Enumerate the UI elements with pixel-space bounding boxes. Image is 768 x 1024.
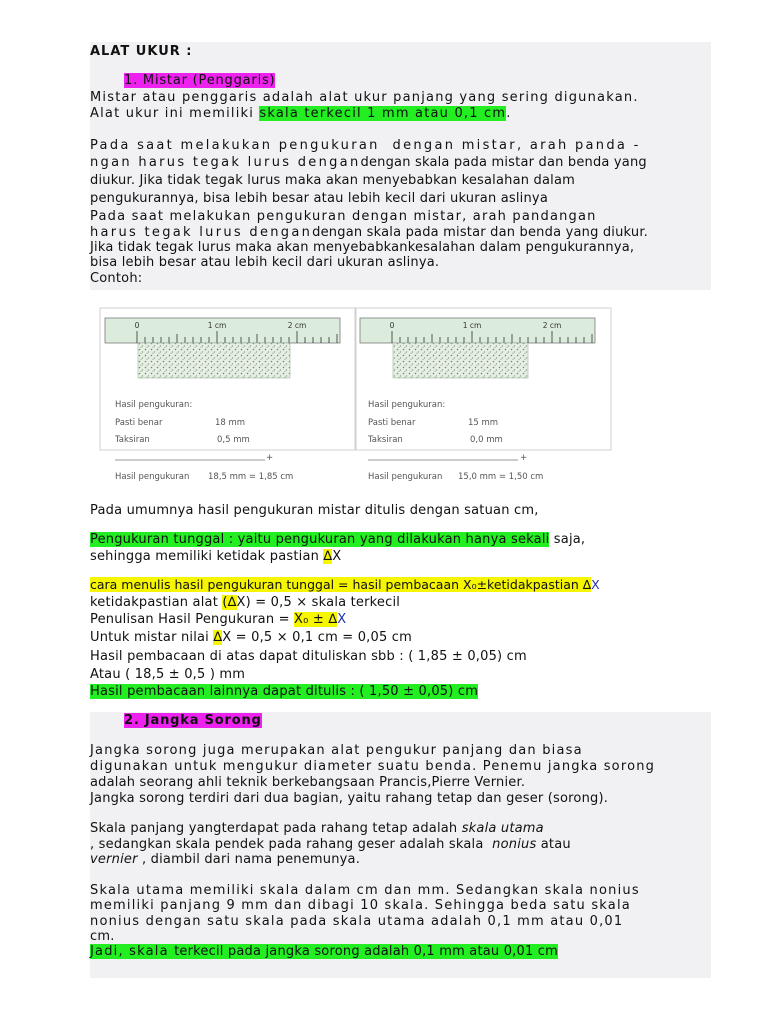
- highlight-pengukuran-tunggal: Pengukuran tunggal : yaitu pengukuran yang dilakukan hanya sekali: [90, 532, 550, 547]
- text-span: Untuk mistar nilai: [90, 630, 214, 645]
- paragraph-line: adalah seorang ahli teknik berkebangsaan Prancis,Pierre Vernier.: [90, 775, 526, 790]
- highlight-skala-terkecil: skala terkecil 1 mm atau 0,1 cm: [259, 106, 507, 121]
- section-heading-jangka-sorong: [124, 713, 262, 729]
- paragraph-line: [90, 630, 412, 646]
- delta-highlight: ∆: [213, 630, 223, 645]
- heading-highlight: 2. Jangka Sorong: [124, 713, 262, 728]
- left-pasti-value: 18 mm: [215, 418, 246, 428]
- section-heading-mistar: [124, 73, 275, 89]
- italic-term: nonius: [492, 837, 537, 852]
- right-ruler: [360, 318, 595, 343]
- text-span: .: [506, 106, 512, 121]
- paragraph-line: Contoh:: [90, 271, 143, 286]
- heading-highlight: 1. Mistar (Penggaris): [124, 73, 276, 88]
- delta-highlight: ∆: [323, 549, 333, 564]
- paragraph-line: [90, 225, 648, 241]
- text-span: X) = 0,5 × skala terkecil: [236, 595, 401, 610]
- text-span: Alat ukur ini memiliki: [90, 106, 260, 121]
- ruler-tick-label: 2 cm: [287, 321, 307, 330]
- right-hasil-label: Hasil pengukuran: [368, 472, 443, 482]
- highlight-cara-menulis: cara menulis hasil pengukuran tunggal = hasil pembacaan X₀±ketidakpastian: [90, 577, 583, 592]
- paragraph-line: Hasil pembacaan di atas dapat dituliskan sbb : ( 1,85 ± 0,05) cm: [90, 649, 527, 664]
- formula-highlight: X₀ ± ∆: [294, 612, 338, 627]
- text-span: saja,: [549, 532, 586, 547]
- paragraph-line: Pada umumnya hasil pengukuran mistar ditulis dengan satuan cm,: [90, 503, 539, 518]
- text-span: X: [332, 549, 342, 564]
- left-ruler: [105, 318, 340, 343]
- ruler-tick-label: 0: [134, 321, 140, 330]
- paragraph-line: Jangka sorong terdiri dari dua bagian, yaitu rahang tetap dan geser (sorong).: [90, 791, 609, 806]
- paragraph-line: [90, 612, 346, 628]
- ruler-tick-label: 2 cm: [542, 321, 562, 330]
- paragraph-line: pengukurannya, bisa lebih besar atau lebih kecil dari ukuran aslinya: [90, 191, 548, 206]
- text-span: ngan harus tegak lurus dengan: [90, 155, 361, 170]
- paragraph-line: memiliki panjang 9 mm dan dibagi 10 skala. Sehingga beda satu skala: [90, 898, 631, 913]
- italic-term: vernier: [90, 852, 138, 867]
- paragraph-line: Pada saat melakukan pengukuran dengan mistar, arah pandangan: [90, 209, 597, 224]
- left-taksiran-label: Taksiran: [115, 435, 150, 445]
- paragraph-line: [90, 821, 544, 837]
- ruler-illustration: [90, 300, 620, 500]
- left-taksiran-value: 0,5 mm: [217, 435, 250, 445]
- paragraph-line: digunakan untuk mengukur diameter suatu benda. Penemu jangka sorong: [90, 759, 656, 774]
- right-pasti-value: 15 mm: [468, 418, 499, 428]
- left-hasil-title: Hasil pengukuran:: [115, 400, 193, 410]
- ruler-tick-label: 1 cm: [462, 321, 482, 330]
- text-span: dengan skala pada mistar dan benda yang diukur.: [312, 225, 649, 240]
- paragraph-line: [90, 549, 341, 565]
- paragraph-line: [90, 595, 400, 611]
- left-hasil-label: Hasil pengukuran: [115, 472, 190, 482]
- paragraph-line: Mistar atau penggaris adalah alat ukur panjang yang sering digunakan.: [90, 90, 639, 105]
- paragraph-line: [90, 684, 478, 700]
- right-hasil-value: 15,0 mm = 1,50 cm: [458, 472, 544, 482]
- delta-highlight: ∆: [582, 577, 592, 592]
- ruler-figure: [90, 300, 620, 500]
- right-taksiran-label: Taksiran: [368, 435, 403, 445]
- right-plus-sign: +: [520, 453, 528, 463]
- right-pasti-label: Pasti benar: [368, 418, 416, 428]
- paragraph-line: Jangka sorong juga merupakan alat pengukur panjang dan biasa: [90, 743, 583, 758]
- text-span: X: [337, 612, 347, 627]
- text-span: harus tegak lurus dengan: [90, 225, 313, 240]
- text-span: , diambil dari nama penemunya.: [137, 852, 361, 867]
- paragraph-line: Skala utama memiliki skala dalam cm dan mm. Sedangkan skala nonius: [90, 883, 640, 898]
- highlight-terkecil-jangka: terkecil pada jangka sorong adalah 0,1 mm atau 0,01 cm: [174, 944, 558, 959]
- text-span: X: [591, 577, 600, 592]
- italic-term: skala utama: [461, 821, 544, 836]
- delta-highlight: (∆: [222, 595, 237, 610]
- paragraph-line: diukur. Jika tidak tegak lurus maka akan menyebabkan kesalahan dalam: [90, 173, 575, 188]
- left-hasil-value: 18,5 mm = 1,85 cm: [208, 472, 294, 482]
- doc-title: ALAT UKUR :: [90, 44, 193, 59]
- right-measured-object: [393, 343, 528, 378]
- paragraph-line: [90, 852, 360, 868]
- paragraph-line: [90, 837, 571, 853]
- text-span: X = 0,5 × 0,1 cm = 0,05 cm: [222, 630, 412, 645]
- right-hasil-title: Hasil pengukuran:: [368, 400, 446, 410]
- paragraph-line: nonius dengan satu skala pada skala utama adalah 0,1 mm atau 0,01: [90, 914, 624, 929]
- left-pasti-label: Pasti benar: [115, 418, 163, 428]
- ruler-tick-label: 1 cm: [207, 321, 227, 330]
- text-span: , sedangkan skala pendek pada rahang geser adalah skala: [90, 837, 493, 852]
- paragraph-line: Jika tidak tegak lurus maka akan menyebabkankesalahan dalam pengukurannya,: [90, 240, 635, 255]
- text-span: ketidakpastian alat: [90, 595, 223, 610]
- paragraph-line: [90, 106, 512, 122]
- ruler-tick-label: 0: [389, 321, 395, 330]
- text-span: Skala panjang yangterdapat pada rahang tetap adalah: [90, 821, 462, 836]
- text-span: dengan skala pada mistar dan benda yang: [360, 155, 647, 170]
- highlight-jadi: Jadi, skala: [90, 944, 175, 959]
- paragraph-line: [90, 155, 647, 171]
- paragraph-line: cm.: [90, 929, 115, 944]
- left-measured-object: [138, 343, 290, 378]
- text-span: Penulisan Hasil Pengukuran =: [90, 612, 295, 627]
- paragraph-line: [90, 532, 585, 548]
- paragraph-line: [90, 577, 600, 593]
- text-span: sehingga memiliki ketidak pastian: [90, 549, 324, 564]
- right-taksiran-value: 0,0 mm: [470, 435, 503, 445]
- paragraph-line: [90, 944, 558, 960]
- paragraph-line: Atau ( 18,5 ± 0,5 ) mm: [90, 667, 246, 682]
- text-span: atau: [536, 837, 571, 852]
- paragraph-line: bisa lebih besar atau lebih kecil dari ukuran aslinya.: [90, 255, 440, 270]
- left-plus-sign: +: [266, 453, 274, 463]
- highlight-hasil-lainnya: Hasil pembacaan lainnya dapat ditulis : ( 1,50 ± 0,05) cm: [90, 684, 479, 699]
- paragraph-line: Pada saat melakukan pengukuran dengan mistar, arah panda -: [90, 138, 641, 153]
